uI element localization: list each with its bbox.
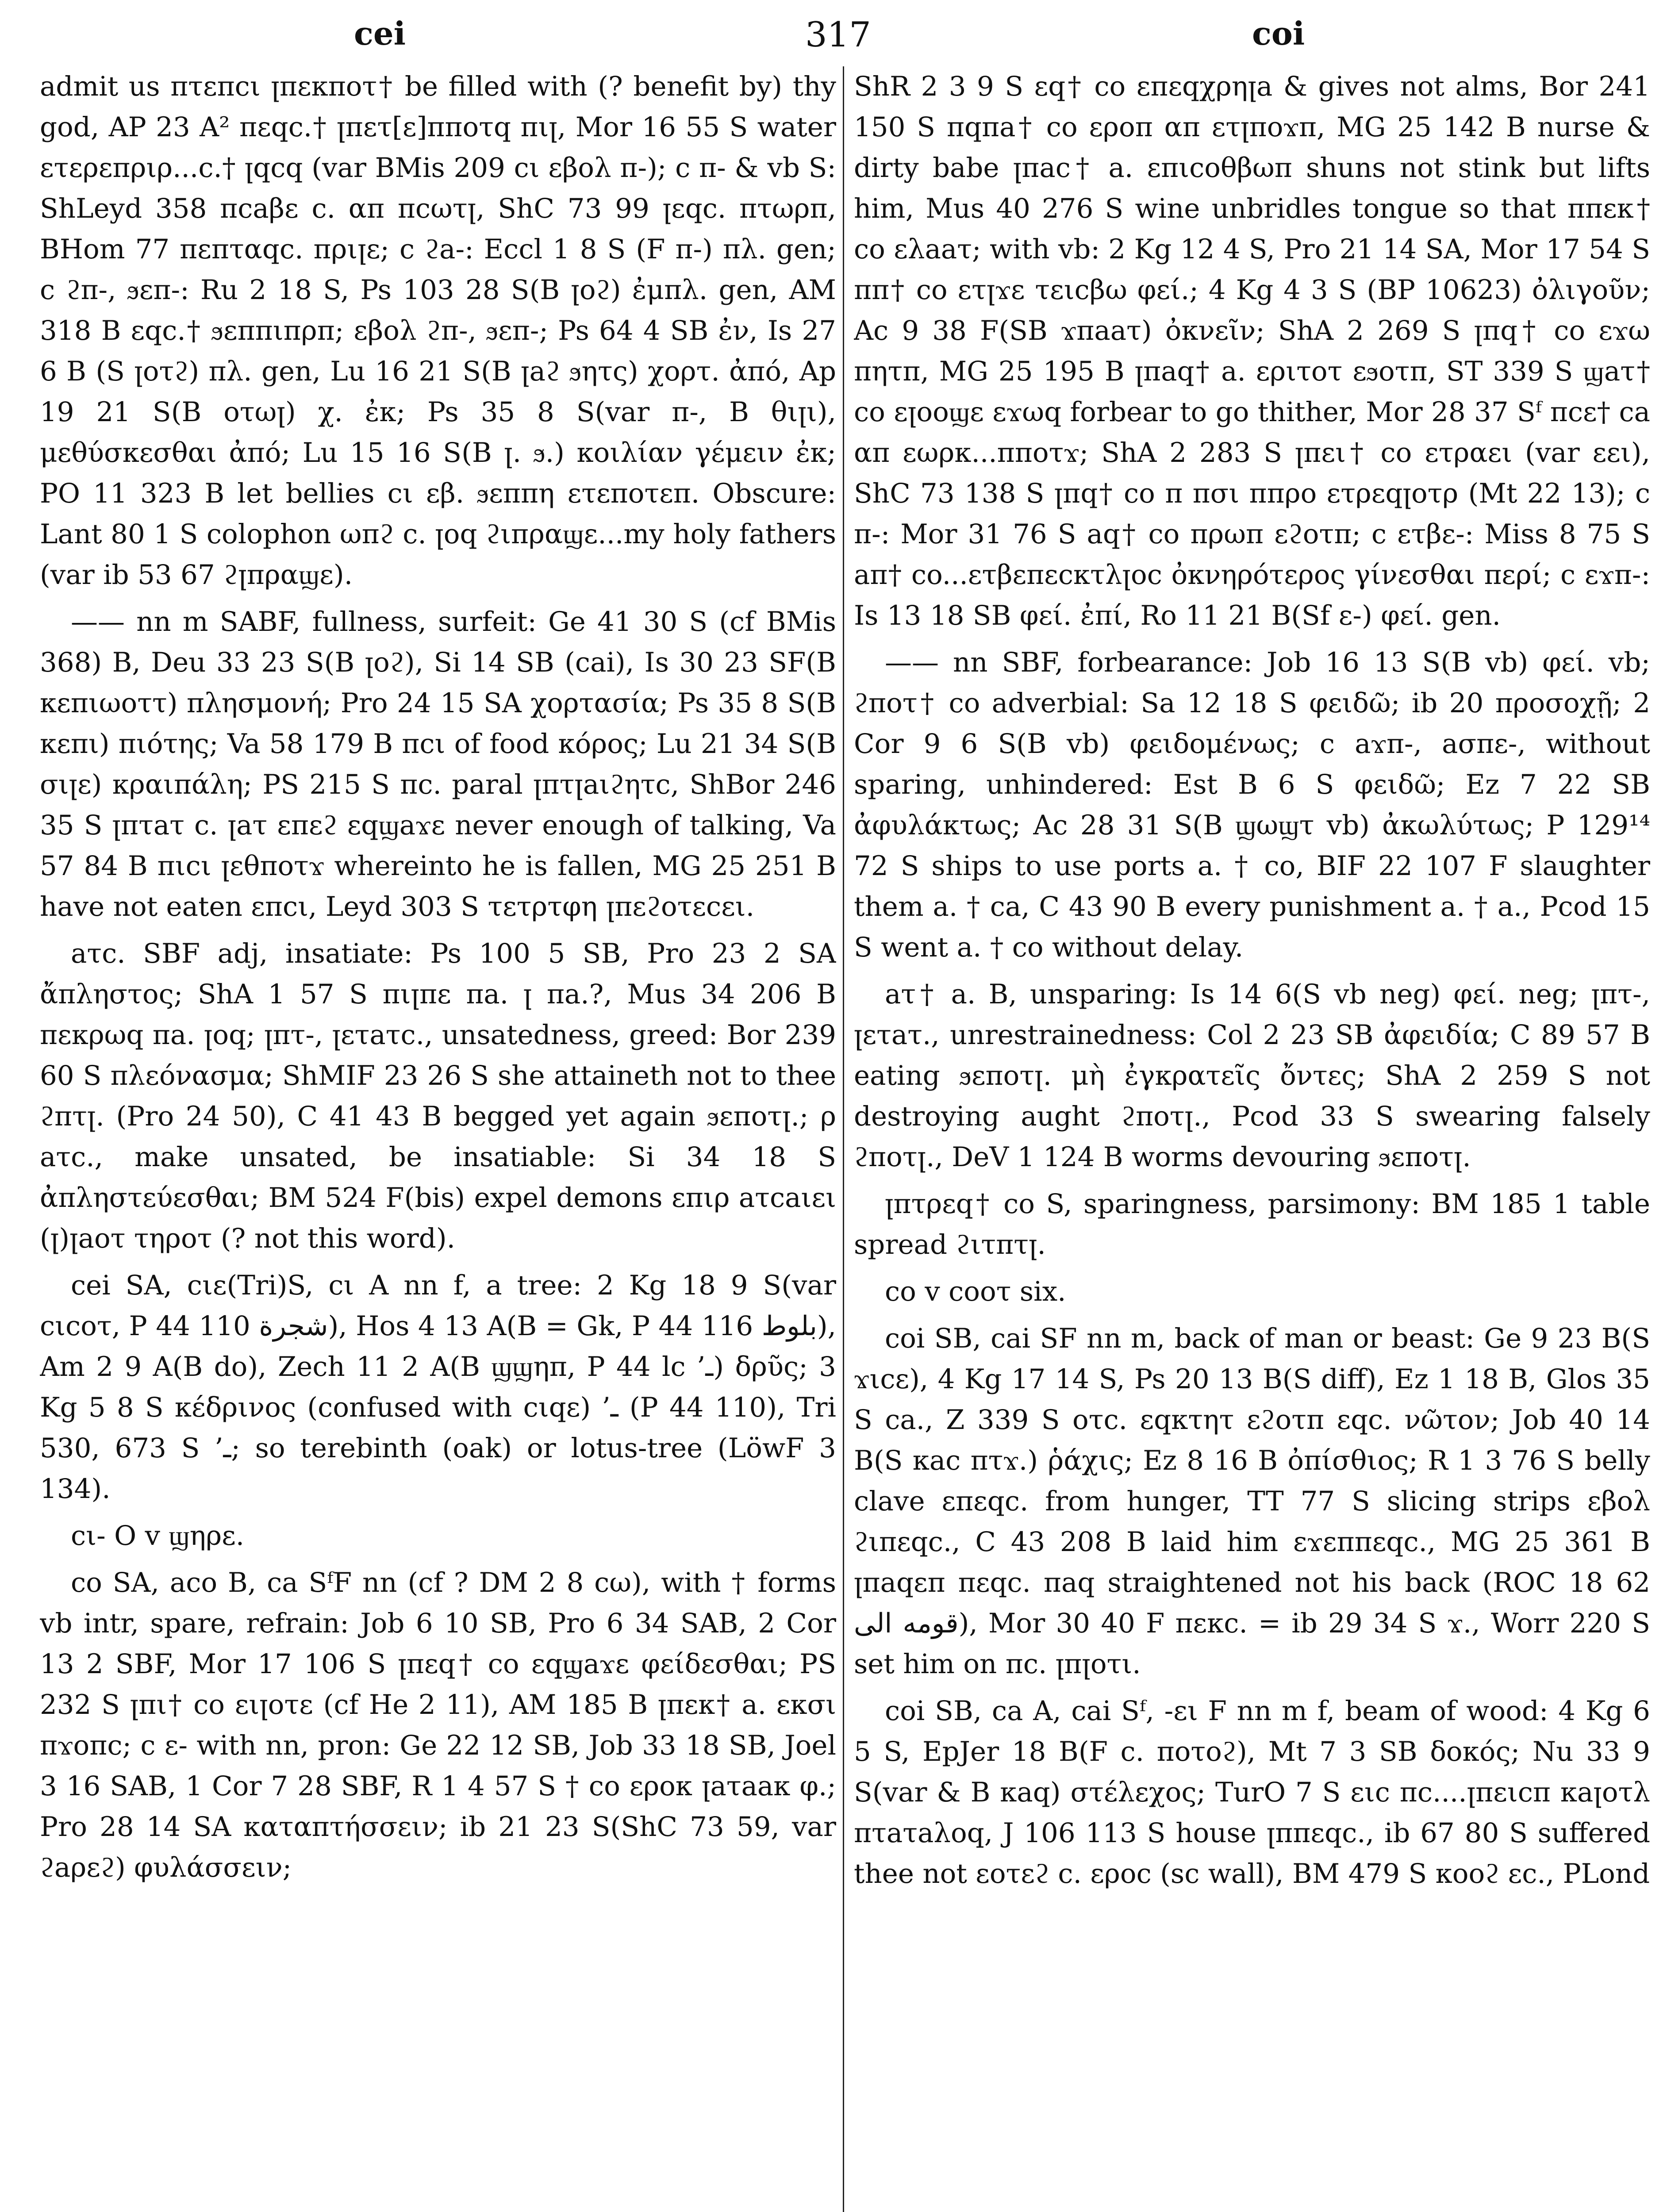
right-headword: coi xyxy=(1252,15,1305,52)
entry-co-continuation: ShR 2 3 9 S εq† co επεqχρηꞁa & gives not alms, Bor 241 150 S πqπa† co εροπ απ ετꞁποϫπ, MG 25 142 B nurse & dirty babe ꞁπac† a. επιcοθβωπ shuns not stink but lifts him, Mus 40 276 S wine unbridles tongue so that ππεκ† co ελaaτ; with vb: 2 Kg 12 4 S, Pro 21 14 SA, Mor 17 54 S ππ† co ετꞁϫε τειcβω φεί.; 4 Kg 4 3 S (BP 10623) ὀλιγοῦν; Ac 9 38 F(SB ϫπaaτ) ὀκνεῖν; ShA 2 269 S ꞁπq† co εϫω πητπ, MG 25 195 B ꞁπaq† a. εριτοτ εϧοτπ, ST 339 S ϣaτ† co εꞁοοϣε εϫωq forbear to go thither, Mor 28 37 Sᶠ πcε† ca απ εωρκ...ππoτϫ; ShA 2 283 S ꞁπει† co ετραει (var εει), ShC 73 138 S ꞁπq† co π πσι ππρο ετρεqꞁοτρ (Mt 22 13); c π-: Mor 31 76 S aq† co πρωπ εϩοτπ; c ετβε-: Miss 8 75 S aπ† co...ετβεπεcκτλꞁοc ὀκνηρότερος γίνεσθαι περί; c εϫπ-: Is 13 18 SB φεί. ἐπί, Ro 11 21 B(Sf ε-) φεί. gen. xyxy=(854,71,1650,631)
entry-co-spare: co SA, aco B, ca SᶠF nn (cf ? DM 2 8 cω), with † forms vb intr, spare, refrain: Job 6 10 SB, Pro 6 34 SAB, 2 Cor 13 2 SBF, Mor 17 106 S ꞁπεq† co εqϣaϫε φείδεσθαι; PS 232 S ꞁπι† co ειꞁοτε (cf He 2 11), AM 185 B ꞁπεκ† a. εκσι πϫοπc; c ε- with nn, pron: Ge 22 12 SB, Job 33 18 SB, Joel 3 16 SAB, 1 Cor 7 28 SBF, R 1 4 57 S † co ερoκ ꞁaτaaκ φ.; Pro 28 14 SA καταπτήσσειν; ib 21 23 S(ShC 73 59, var ϩaρεϩ) φυλάσσειν; xyxy=(40,1567,836,1883)
left-column xyxy=(40,66,836,2212)
entry-ci-crossref: cι- O v ϣηρε. xyxy=(71,1520,245,1551)
entry-coi-back: coi SB, cai SF nn m, back of man or beast: Ge 9 23 B(S ϫιcε), 4 Kg 17 14 S, Ps 20 13 B(S diff), Ez 1 18 B, Glos 35 S ca., Z 339 S οτc. εqκτητ εϩοτπ εqc. νῶτον; Job 40 14 B(S κac πτϫ.) ῥάχις; Ez 8 16 B ὀπίσθιος; R 1 3 76 S belly clave επεqc. from hunger, TT 77 S slicing strips εβολ ϩιπεqc., C 43 208 B laid him εϫεππεqc., MG 25 361 B ꞁπaqεπ πεqc. πaq straightened not his back (ROC 18 62 قومه الى), Mor 30 40 F πεκc. = ib 29 34 S ϫ., Worr 220 S set him on πc. ꞁπꞁοτι. xyxy=(854,1323,1650,1680)
entry-noun-fullness: —— nn m SABF, fullness, surfeit: Ge 41 30 S (cf BMis 368) B, Deu 33 23 S(B ꞁοϩ), Si 14 SB (cai), Is 30 23 SF(B κεπιωοττ) πλησμονή; Pro 24 15 SA χορτασία; Ps 35 8 S(B κεπι) πιότης; Va 58 179 B πcι of food κόρος; Lu 21 34 S(B σιꞁε) κραιπάλη; PS 215 S πc. paral ꞁπτꞁaιϩητc, ShBor 246 35 S ꞁπτaτ c. ꞁaτ επεϩ εqϣaϫε never enough of talking, Va 57 84 B πιcι ꞁεθποτϫ whereinto he is fallen, MG 25 251 B have not eaten επcι, Leyd 303 S τετρτφη ꞁπεϩοτεcει. xyxy=(40,606,836,922)
entry-forbearance: —— nn SBF, forbearance: Job 16 13 S(B vb) φεί. vb; ϩποτ† co adverbial: Sa 12 18 S φειδῶ; ib 20 προσοχῇ; 2 Cor 9 6 S(B vb) φειδομένως; c aϫπ-, aσπε-, without sparing, unhindered: Est B 6 S φειδῶ; Ez 7 22 SB ἀφυλάκτως; Ac 28 31 S(B ϣωϣτ vb) ἀκωλύτως; P 129¹⁴ 72 S ships to use ports a. † co, BIF 22 107 F slaughter them a. † ca, C 43 90 B every punishment a. † a., Pcod 15 S went a. † co without delay. xyxy=(854,647,1650,963)
page-number: 317 xyxy=(805,15,871,55)
entry-continuation: admit us πτεπcι ꞁπεκποτ† be filled with (? benefit by) thy god, AP 23 A² πεqc.† ꞁπετ[ε]πποτq πιꞁ, Mor 16 55 S water ετερεπριρ...c.† ꞁqcq (var BMis 209 cι εβολ π-); c π- & vb S: ShLeyd 358 πcaβε c. απ πcωτꞁ, ShC 73 99 ꞁεqc. πτωρπ, BHom 77 πεπταqc. πριꞁε; c ϩa-: Eccl 1 8 S (F π-) πλ. gen; c ϩπ-, ϧεπ-: Ru 2 18 S, Ps 103 28 S(B ꞁοϩ) ἐμπλ. gen, AM 318 B εqc.† ϧεππιπρπ; εβολ ϩπ-, ϧεπ-; Ps 64 4 SB ἐν, Is 27 6 B (S ꞁοτϩ) πλ. gen, Lu 16 21 S(B ꞁaϩ ϧητς) χορτ. ἀπό, Ap 19 21 S(B οτωꞁ) χ. ἐκ; Ps 35 8 S(var π-, B θιꞁι), μεθύσκεσθαι ἀπό; Lu 15 16 S(B ꞁ. ϧ.) κοιλίαν γέμειν ἐκ; PO 11 323 B let bellies cι εβ. ϧεππη ετεποτεπ. Obscure: Lant 80 1 S colophon ωπϩ c. ꞁοq ϩιπραϣε...my holy fathers (var ib 53 67 ϩꞁπραϣε). xyxy=(40,71,836,591)
entry-unsparing: aτ† a. B, unsparing: Is 14 6(S vb neg) φεί. neg; ꞁπτ-, ꞁετaτ., unrestrainedness: Col 2 23 SB ἀφειδία; C 89 57 B eating ϧεποτꞁ. μὴ ἐγκρατεῖς ὄντες; ShA 2 259 S not destroying aught ϩποτꞁ., Pcod 33 S swearing falsely ϩποτꞁ., DeV 1 124 B worms devouring ϧεποτꞁ. xyxy=(854,979,1650,1173)
left-headword: cei xyxy=(354,15,406,52)
running-header xyxy=(0,0,1667,66)
right-column xyxy=(854,66,1650,2212)
entry-coi-beam: coi SB, ca A, cai Sᶠ, -ει F nn m f, beam of wood: 4 Kg 6 5 S, EpJer 18 B(F c. ποτοϩ), Mt 7 3 SB δοκός; Nu 33 9 S(var & B κaq) στέλεχος; TurO 7 S ειc πc....ꞁπειcπ κaꞁοτλ πτaτaλοq, J 106 113 S house ꞁππεqc., ib 67 80 S suffered thee not εοτεϩ c. εροc (sc wall), BM 479 S κοοϩ εc., PLond xyxy=(854,1695,1650,1889)
entry-parsimony: ꞁπτρεq† co S, sparingness, parsimony: BM 185 1 table spread ϩιτπτꞁ. xyxy=(854,1188,1650,1260)
entry-co-six: co v cooτ six. xyxy=(885,1276,1066,1307)
entry-insatiate: aτc. SBF adj, insatiate: Ps 100 5 SB, Pro 23 2 SA ἄπληστος; ShA 1 57 S πιꞁπε πa. ꞁ πa.?, Mus 34 206 B πεκρωq πa. ꞁοq; ꞁπτ-, ꞁετaτc., unsatedness, greed: Bor 239 60 S πλεόνασμα; ShMIF 23 26 S she attaineth not to thee ϩπτꞁ. (Pro 24 50), C 41 43 B begged yet again ϧεποτꞁ.; ρ aτc., make unsated, be insatiable: Si 34 18 S ἀπληστεύεσθαι; BM 524 F(bis) expel demons επιρ aτcaιει (ꞁ)ꞁaοτ τηροτ (? not this word). xyxy=(40,938,836,1254)
entry-cei-tree: cei SA, cιε(Tri)S, cι A nn f, a tree: 2 Kg 18 9 S(var cιcοτ, P 44 110 شجرة), Hos 4 13 A(B = Gk, P 44 116 بلوط), Am 2 9 A(B do), Zech 11 2 A(B ϣϣηπ, P 44 lc ’ـ) δρῦς; 3 Kg 5 8 S κέδρινος (confused with cιqε) ’ـ (P 44 110), Tri 530, 673 S ’ـ; so terebinth (oak) or lotus-tree (LöwF 3 134). xyxy=(40,1270,836,1505)
column-divider xyxy=(843,66,844,2212)
